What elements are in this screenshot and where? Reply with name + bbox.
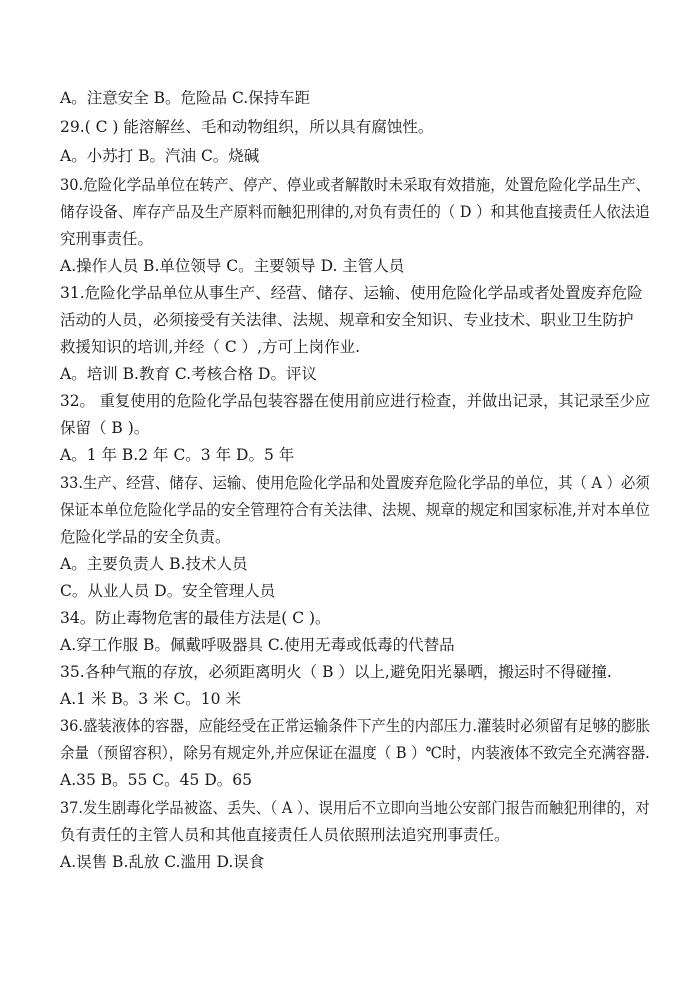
question-33-line-3: 危险化学品的安全负责。 xyxy=(60,528,231,546)
question-32-line-2: 保留（ B )。 xyxy=(60,419,150,437)
question-33-line-2: 保证本单位危险化学品的安全管理符合有关法律、法规、规章的规定和国家标准,并对本单位 xyxy=(60,501,650,519)
question-29: 29.( C ) 能溶解丝、毛和动物组织，所以具有腐蚀性。 xyxy=(60,118,434,136)
question-31-line-3: 救援知识的培训,并经（ C ）,方可上岗作业. xyxy=(60,338,360,356)
answer-options-32: A。1 年 B.2 年 C。3 年 D。5 年 xyxy=(60,446,295,464)
question-34: 34。防止毒物危害的最佳方法是( C )。 xyxy=(60,609,331,627)
question-32-line-1: 32。 重复使用的危险化学品包装容器在使用前应进行检查，并做出记录，其记录至少应 xyxy=(60,392,651,410)
answer-options-29: A。小苏打 B。汽油 C。烧碱 xyxy=(60,147,260,165)
question-30-line-2: 储存设备、库存产品及生产原料而触犯刑律的,对负有责任的（ D ）和其他直接责任人依法追 xyxy=(60,203,650,221)
question-36-line-1: 36.盛装液体的容器，应能经受在正常运输条件下产生的内部压力.灌装时必须留有足够的膨胀 xyxy=(60,717,651,735)
question-31-line-2: 活动的人员，必须接受有关法律、法规、规章和安全知识、专业技术、职业卫生防护 xyxy=(60,311,634,329)
question-31-line-1: 31.危险化学品单位从事生产、经营、储存、运输、使用危险化学品或者处置废弃危险 xyxy=(60,284,643,302)
answer-options-33-row-1: A。主要负责人 B.技术人员 xyxy=(60,555,248,573)
question-33-line-1: 33.生产、经营、储存、运输、使用危险化学品和处置废弃危险化学品的单位，其（ A ）必须 xyxy=(60,474,650,492)
answer-options-31: A。培训 B.教育 C.考核合格 D。评议 xyxy=(60,365,317,383)
answer-options-30: A.操作人员 B.单位领导 C。主要领导 D. 主管人员 xyxy=(60,257,405,275)
answer-options-35: A.1 米 B。3 米 C。10 米 xyxy=(60,690,241,708)
question-30-line-1: 30.危险化学品单位在转产、停产、停业或者解散时未采取有效措施，处置危险化学品生产、 xyxy=(60,176,651,194)
answer-options-34: A.穿工作服 B。佩戴呼吸器具 C.使用无毒或低毒的代替品 xyxy=(60,636,455,654)
answer-options-37: A.误售 B.乱放 C.滥用 D.误食 xyxy=(60,853,265,871)
question-36-line-2: 余量（预留容积），除另有规定外,并应保证在温度（ B ）℃时，内装液体不致完全充满容器. xyxy=(60,744,650,762)
question-37-line-2: 负有责任的主管人员和其他直接责任人员依照刑法追究刑事责任。 xyxy=(60,826,510,844)
question-37-line-1: 37.发生剧毒化学品被盗、丢失、（ A ）、误用后不立即向当地公安部门报告而触犯刑律的，对 xyxy=(60,799,650,817)
question-30-line-3: 究刑事责任。 xyxy=(60,230,154,248)
answer-options-36: A.35 B。55 C。45 D。65 xyxy=(60,771,252,789)
question-35: 35.各种气瓶的存放，必须距离明火（ B ）以上,避免阳光暴晒，搬运时不得碰撞. xyxy=(60,663,612,681)
answer-options-28: A。注意安全 B。危险品 C.保持车距 xyxy=(60,89,311,107)
answer-options-33-row-2: C。从业人员 D。安全管理人员 xyxy=(60,582,276,600)
